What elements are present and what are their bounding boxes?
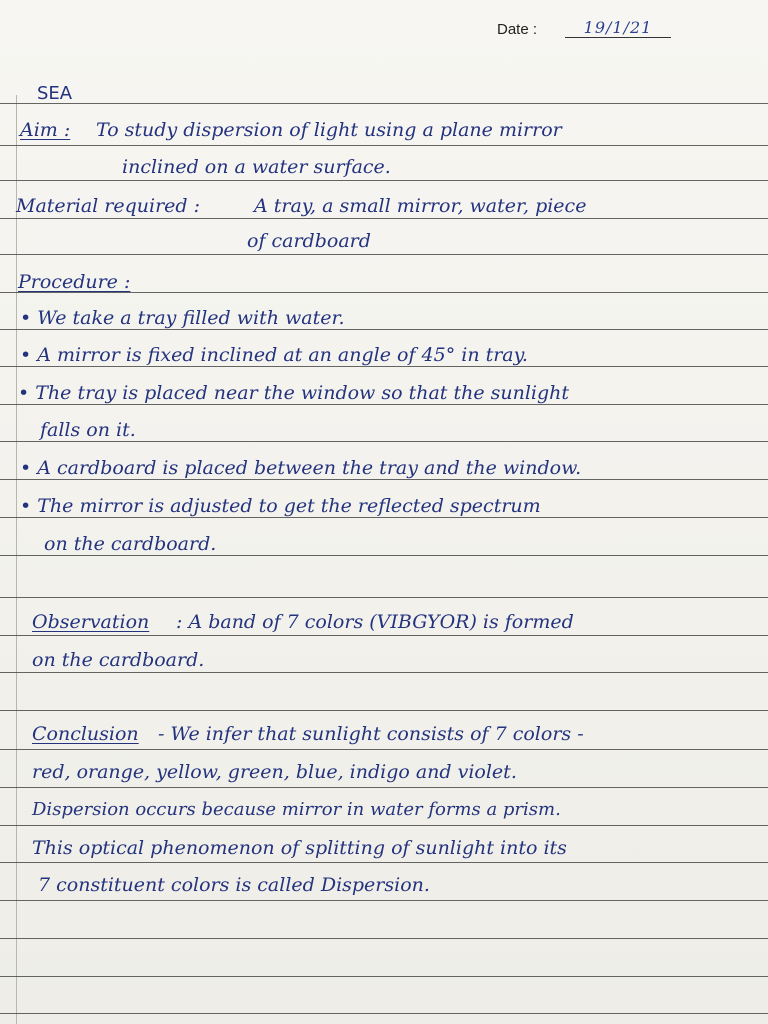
ruled-line — [0, 180, 768, 181]
aim-text-line1: To study dispersion of light using a plane mirror — [96, 119, 562, 141]
ruled-line — [0, 635, 768, 636]
ruled-line — [0, 218, 768, 219]
procedure-line: • A cardboard is placed between the tray and the window. — [20, 457, 582, 479]
aim-text-line2: inclined on a water surface. — [122, 156, 391, 178]
ruled-line — [0, 976, 768, 977]
observation-text-line2: on the cardboard. — [32, 649, 205, 671]
procedure-line: • A mirror is fixed inclined at an angle of 45° in tray. — [20, 344, 528, 366]
date-value: 19/1/21 — [565, 18, 671, 38]
date-label: Date : — [497, 21, 538, 38]
ruled-line — [0, 254, 768, 255]
observation-text-line1: : A band of 7 colors (VIBGYOR) is formed — [176, 611, 574, 633]
conclusion-line: Dispersion occurs because mirror in water forms a prism. — [32, 799, 561, 820]
procedure-line: • We take a tray filled with water. — [20, 307, 345, 329]
margin-line — [16, 95, 17, 1024]
ruled-line — [0, 597, 768, 598]
procedure-line: • The mirror is adjusted to get the reflected spectrum — [20, 495, 541, 517]
ruled-line — [0, 787, 768, 788]
ruled-line — [0, 710, 768, 711]
conclusion-line: 7 constituent colors is called Dispersion. — [38, 874, 430, 896]
conclusion-line: This optical phenomenon of splitting of sunlight into its — [32, 837, 567, 859]
ruled-line — [0, 825, 768, 826]
ruled-line — [0, 749, 768, 750]
procedure-line: on the cardboard. — [44, 533, 217, 555]
conclusion-label: Conclusion — [32, 723, 139, 745]
procedure-line: falls on it. — [40, 419, 136, 441]
ruled-line — [0, 103, 768, 104]
material-text-line1: A tray, a small mirror, water, piece — [254, 195, 587, 217]
material-label: Material required : — [16, 195, 200, 217]
observation-label: Observation — [32, 611, 150, 633]
conclusion-line: - We infer that sunlight consists of 7 colors - — [158, 723, 584, 745]
material-text-line2: of cardboard — [247, 230, 371, 252]
procedure-heading: Procedure : — [18, 271, 131, 293]
ruled-line — [0, 938, 768, 939]
page-title: SEA — [37, 83, 73, 104]
conclusion-line: red, orange, yellow, green, blue, indigo and violet. — [32, 761, 517, 783]
procedure-line: • The tray is placed near the window so that the sunlight — [18, 382, 570, 404]
aim-label: Aim : — [20, 119, 71, 141]
ruled-line — [0, 672, 768, 673]
ruled-line — [0, 1013, 768, 1014]
ruled-line — [0, 862, 768, 863]
ruled-line — [0, 900, 768, 901]
ruled-line — [0, 145, 768, 146]
